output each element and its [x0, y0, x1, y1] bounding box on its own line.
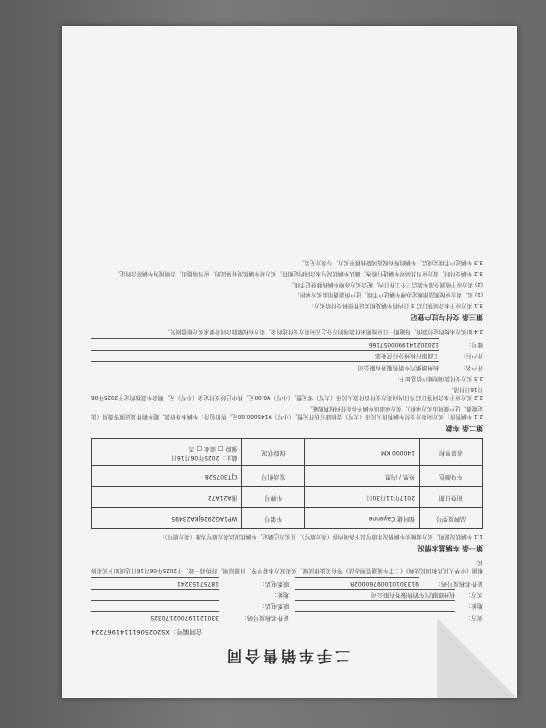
table-cell: 保时捷 Cayenne: [305, 507, 420, 528]
party-a-phone-label: 联系电话：: [258, 602, 289, 610]
party-b-address: [91, 589, 219, 599]
party-a-address: [295, 600, 455, 609]
party-b-id: 91330101009760002R: [295, 577, 419, 587]
table-cell: 浙A21A72: [92, 486, 242, 507]
account-name-row: [91, 361, 483, 370]
clause-1-1: 1.1 车辆状况说明。买方需核实车辆情况并填写以下各项内容（卖方填写），且买方已确定，车辆状况以卖方填写为准（卖方填写）：: [159, 532, 483, 539]
table-row: [92, 486, 483, 507]
table-cell: 初登日期: [420, 486, 483, 507]
party-b-phone: 18757153241: [91, 577, 219, 587]
clause-2-4: 2.4 如买方未按约定付款的，每逾期一日应按照未付款项的万分之五向卖方支付违约金。卖方有权解除合同并要求买方赔偿损失。: [164, 328, 483, 335]
table-row: [92, 465, 483, 486]
account-name-value: 杭州朗骐汽车销售服务有限公司: [91, 361, 439, 370]
account-bank-label: 开户行：: [459, 352, 483, 359]
account-number-row: [91, 338, 483, 347]
table-cell: CJT307528: [92, 465, 242, 486]
page-title: 二手车销售合同: [224, 647, 351, 665]
party-b-address-label: 地址：: [270, 591, 289, 599]
account-number-label: 账号：: [465, 340, 483, 347]
insurance-expiry: 截止：2025年06月16日: [170, 453, 238, 461]
table-row: [92, 507, 483, 528]
party-b-label: 买方：: [464, 591, 483, 599]
intro-text: 根据《中华人民共和国民法典》《二手车流通管理办法》等有关法律法规，买卖双方本着平等、自愿原则，经协商一致，于2025年06月16日达成如下买卖协议：: [91, 558, 483, 574]
rotated-page: [62, 26, 517, 698]
contract-body: [91, 255, 483, 670]
party-b-phone-label: 联系电话：: [258, 579, 289, 587]
clause-3-3: 3.3 车辆过户手续完成后，车辆的所有权及风险转移至买方，与卖方无关。: [298, 258, 483, 265]
party-a-id-label: 证件名称及号码：: [240, 613, 289, 621]
clause-2-3: 2.3 买方支付款项的账户信息如下：: [394, 374, 483, 381]
account-number-value: 1202021419900057166: [91, 338, 439, 347]
table-cell: 2017年11月30日: [305, 486, 420, 507]
section-2-heading: 第二条 车款: [445, 424, 483, 433]
contract-number-label: 合同编号：: [169, 628, 203, 637]
table-cell: 车身颜色: [420, 465, 483, 486]
clause-3-1-b: (2) 卖方应于收到全部车款后三个工作日内，配合买方办理车辆转移登记手续。: [288, 280, 483, 287]
party-a-label: 卖方：: [464, 613, 483, 621]
contract-number-value: XS20250611141967224: [91, 628, 170, 637]
contract-number: [91, 627, 483, 636]
party-b-id-row: [91, 577, 483, 587]
party-b-id-label: 证件名称及号码：: [434, 579, 483, 587]
party-a-phone: [91, 600, 219, 609]
section-3-heading: 第三条 交付与过户登记: [410, 313, 483, 322]
table-cell: 140000 KM: [305, 439, 420, 465]
table-cell: 车牌号: [242, 486, 305, 507]
party-b-name: 杭州朗骐汽车销售服务有限公司: [295, 589, 455, 599]
table-row: [92, 439, 483, 465]
table-cell: 保险状况: [242, 439, 305, 465]
account-bank-row: [91, 350, 483, 359]
clause-3-1: 3.1 卖方应于本合同签订后 3 日内将车辆及相关证件资料交付给买方：: [308, 302, 483, 309]
table-cell: 表显里程: [420, 439, 483, 465]
table-cell: 品牌及型号: [420, 507, 483, 528]
clause-2-1: 2.1 车辆售价：买方向卖方支付车辆售价人民币（大写）壹拾肆万伍仟元整，（小写）¥145000.00元。售价包含：车辆本身价款、随车附件及证照等费用（法定税费、过户费用由买方承担），卖方承诺该车辆不存在任何权利瑕疵。: [91, 404, 483, 420]
clause-3-2: 3.2 车辆交付时，双方应当共同对车辆进行检查，确认车辆状况与本合同约定相符。买方对车辆状况有异议的，应当场提出，否则视为车辆符合约定。: [114, 269, 483, 276]
party-a-name: [295, 611, 455, 621]
party-a-address-row: [91, 600, 483, 609]
account-bank-value: 工商银行杭州分行营业部: [91, 350, 439, 359]
table-cell: 外黑 / 内黑: [305, 465, 420, 486]
party-a-id: 330121197002170325: [91, 611, 219, 621]
party-a-row: [91, 611, 483, 621]
table-cell: [92, 439, 242, 465]
party-b-row: [91, 589, 483, 599]
insurance-type-checkboxes: 强险 □ 商业 □ 否: [188, 444, 238, 452]
contract-paper: [62, 26, 517, 698]
vehicle-table: [91, 438, 483, 528]
clause-2-2: 2.2 买方应于本合同签订后当日内向卖方支付首付款人民币（大写）零元整，（小写）¥0.00元，其中已经支付定金（小写）元，剩余车款按约定于2025年06月16日付清。: [91, 385, 483, 400]
section-1-heading: 第一条 车辆基本情况: [417, 543, 483, 552]
party-a-address-label: 地址：: [464, 602, 483, 610]
account-name-label: 开户名：: [459, 363, 483, 370]
clause-3-1-a: (1) 买、卖方应按照法律规定办理车辆过户手续，过户所需费用由买方承担；: [294, 291, 483, 298]
table-cell: 发动机号: [242, 465, 305, 486]
table-cell: WP1AG2926JKA23495: [92, 507, 242, 528]
table-cell: 车架号: [242, 507, 305, 528]
